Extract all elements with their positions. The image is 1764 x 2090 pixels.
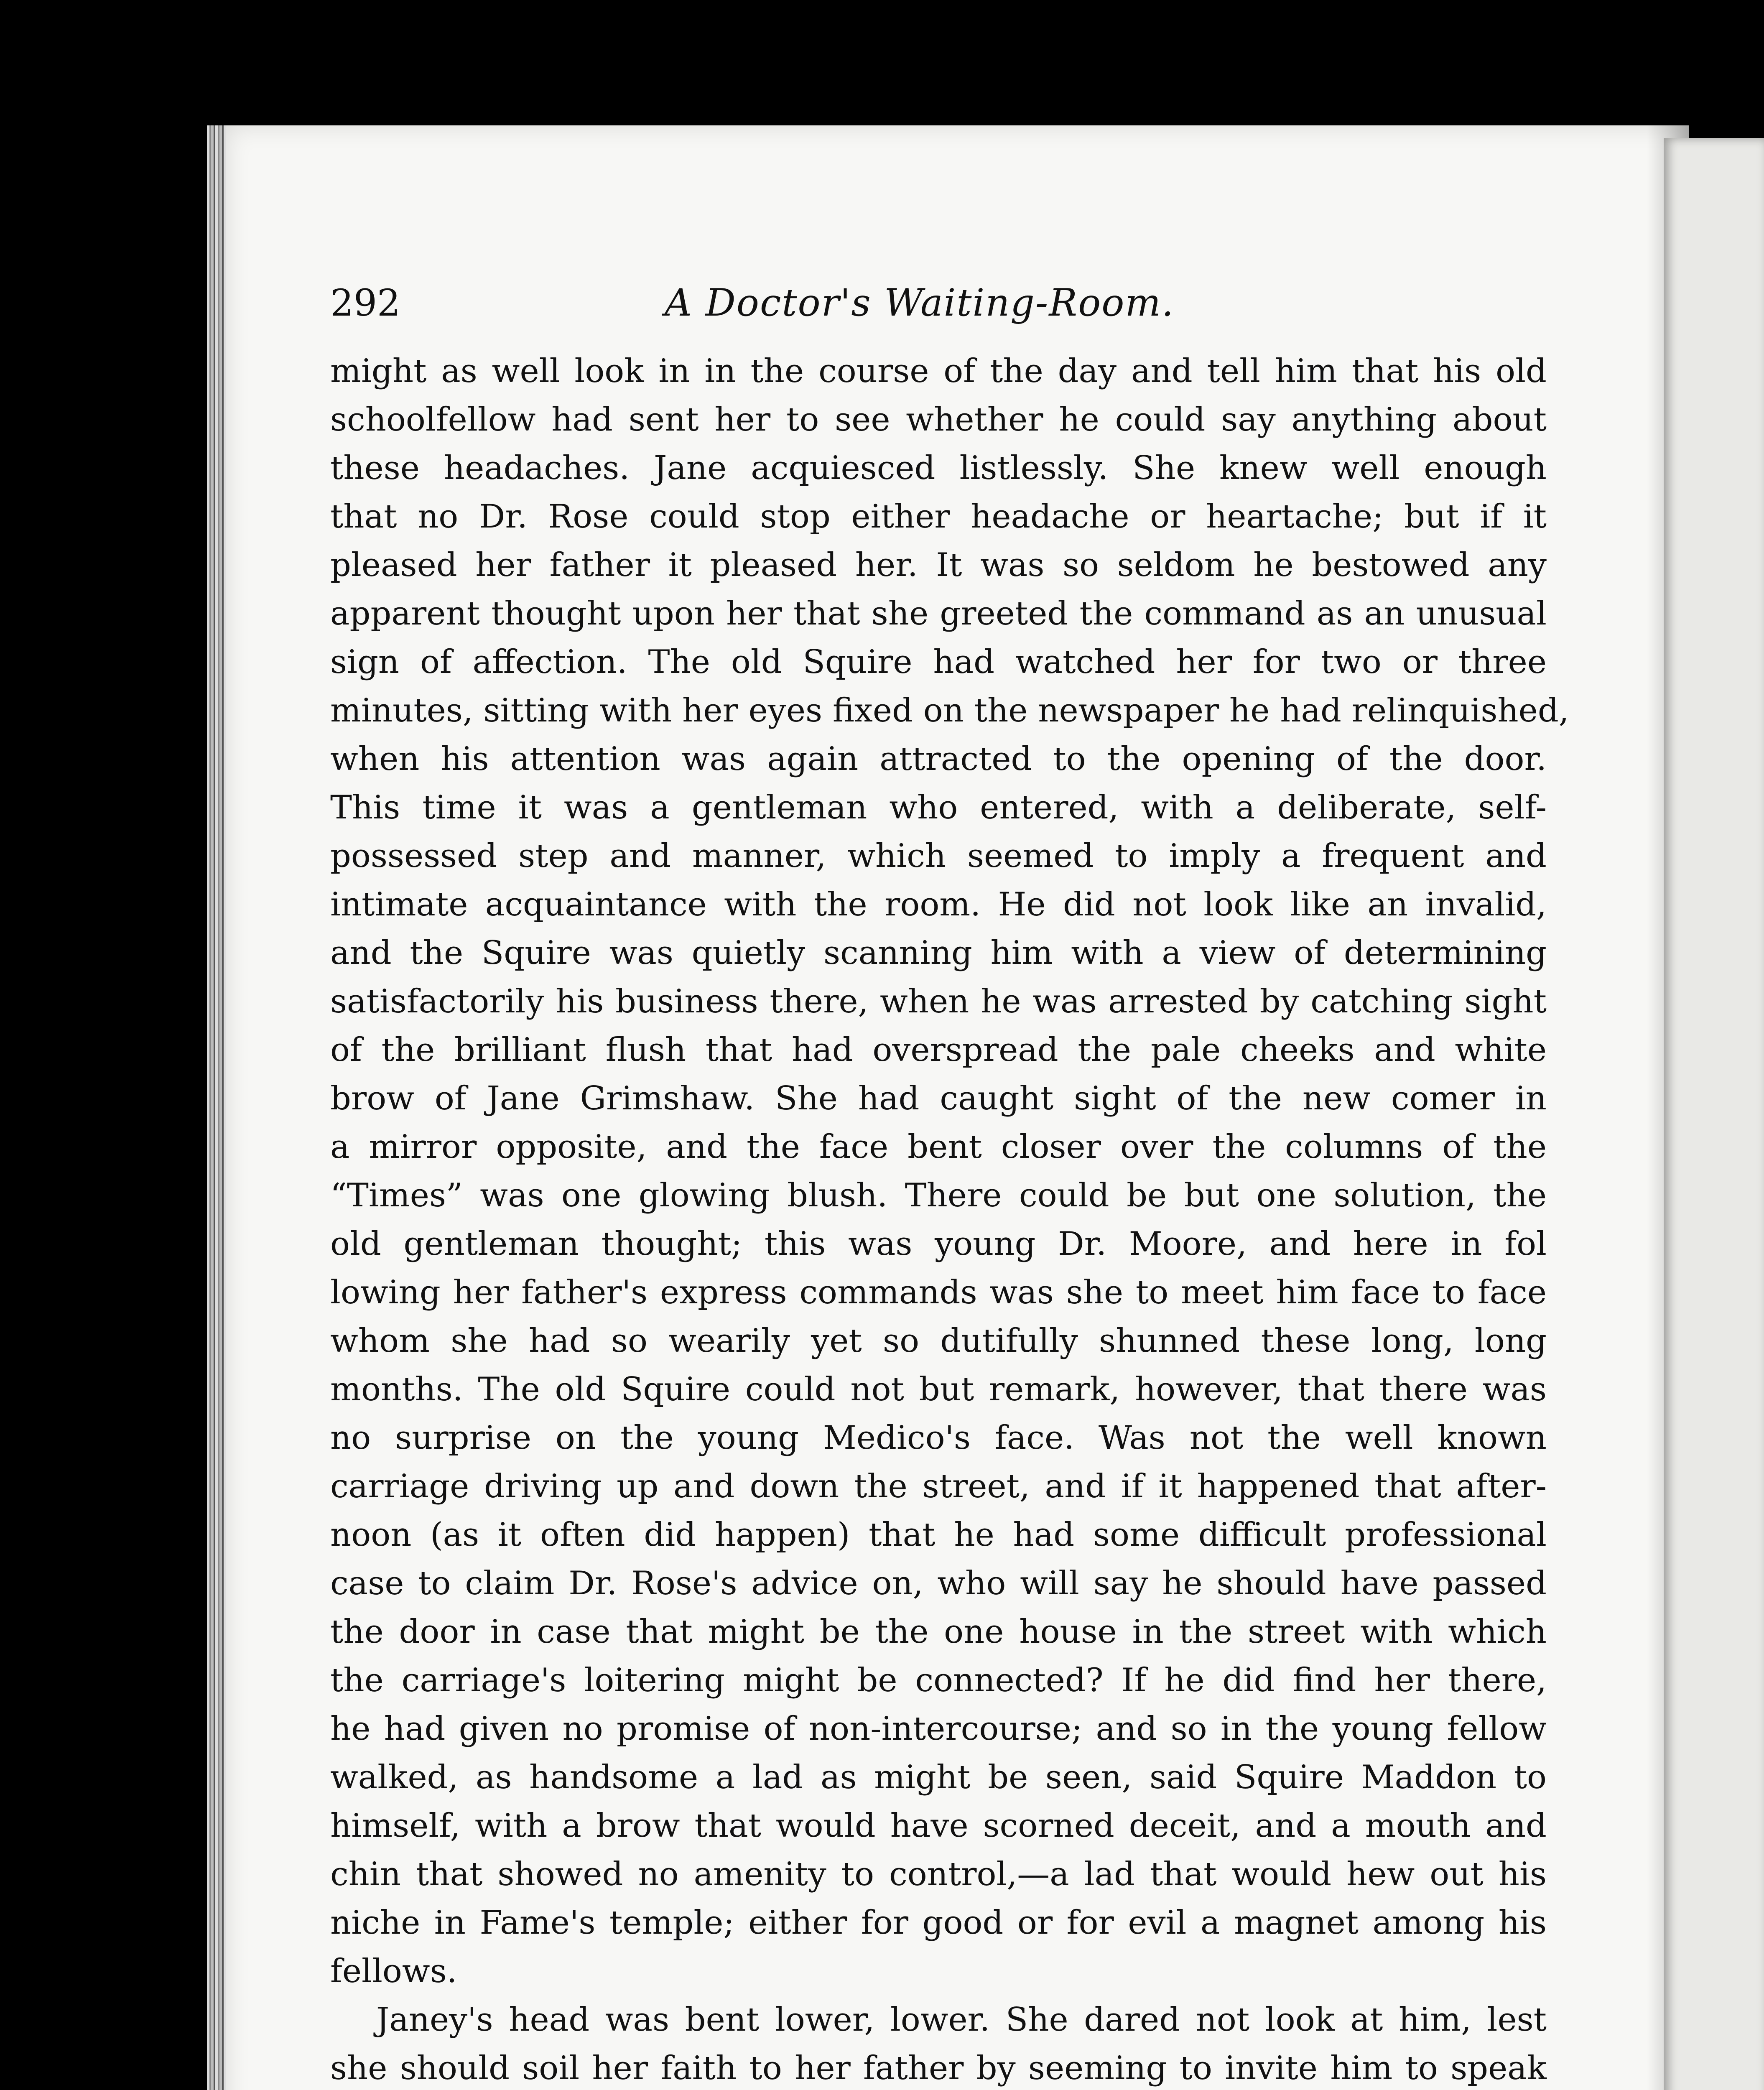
text-line: when his attention was again attracted to the opening of the door. [330, 740, 1547, 778]
text-line: carriage driving up and down the street, and if it happened that after- [330, 1468, 1547, 1505]
text-line: “Times” was one glowing blush. There could be but one solution, the [330, 1177, 1547, 1214]
text-line: months. The old Squire could not but remark, however, that there was [330, 1371, 1547, 1408]
text-line: noon (as it often did happen) that he had some difficult professional [330, 1516, 1547, 1554]
text-line: niche in Fame's temple; either for good or for evil a magnet among his [330, 1904, 1547, 1942]
text-line: pleased her father it pleased her. It was so seldom he bestowed any [330, 546, 1547, 584]
text-line: these headaches. Jane acquiesced listlessly. She knew well enough [330, 449, 1547, 487]
text-line: case to claim Dr. Rose's advice on, who will say he should have passed [330, 1565, 1547, 1602]
page-header [330, 276, 1542, 330]
text-line: the carriage's loitering might be connected? If he did find her there, [330, 1662, 1547, 1699]
text-line: himself, with a brow that would have scorned deceit, and a mouth and [330, 1807, 1547, 1845]
text-line: brow of Jane Grimshaw. She had caught sight of the new comer in [330, 1080, 1547, 1117]
text-line: fellows. [330, 1952, 457, 1990]
text-line: satisfactorily his business there, when he was arrested by catching sight [330, 983, 1547, 1020]
text-line: of the brilliant flush that had overspread the pale cheeks and white [330, 1031, 1547, 1069]
text-line: This time it was a gentleman who entered, with a deliberate, self- [330, 789, 1547, 826]
text-line: she should soil her faith to her father by seeming to invite him to speak [330, 2049, 1547, 2087]
text-line: minutes, sitting with her eyes fixed on the newspaper he had relinquished, [330, 692, 1569, 729]
facing-page-edge [1664, 138, 1764, 2090]
text-line: old gentleman thought; this was young Dr. Moore, and here in fol [330, 1225, 1547, 1263]
text-line: apparent thought upon her that she greeted the command as an unusual [330, 595, 1547, 632]
text-line: no surprise on the young Medico's face. Was not the well known [330, 1419, 1547, 1457]
text-line: possessed step and manner, which seemed to imply a frequent and [330, 837, 1547, 875]
text-line: whom she had so wearily yet so dutifully shunned these long, long [330, 1322, 1547, 1360]
text-line: lowing her father's express commands was she to meet him face to face [330, 1274, 1547, 1311]
text-line: might as well look in in the course of the day and tell him that his old [330, 352, 1547, 390]
text-line: Janey's head was bent lower, lower. She dared not look at him, lest [376, 2001, 1547, 2039]
text-line: schoolfellow had sent her to see whether he could say anything about [330, 401, 1547, 438]
text-line: the door in case that might be the one house in the street with which [330, 1613, 1547, 1651]
text-line: sign of affection. The old Squire had watched her for two or three [330, 643, 1547, 681]
text-line: that no Dr. Rose could stop either headache or heartache; but if it [330, 498, 1547, 535]
text-line: a mirror opposite, and the face bent closer over the columns of the [330, 1128, 1547, 1166]
running-title: A Doctor's Waiting-Room. [665, 281, 1175, 325]
text-line: he had given no promise of non-intercourse; and so in the young fellow [330, 1710, 1547, 1748]
text-line: intimate acquaintance with the room. He did not look like an invalid, [330, 886, 1547, 923]
text-line: chin that showed no amenity to control,—a lad that would hew out his [330, 1856, 1547, 1893]
text-line: walked, as handsome a lad as might be seen, said Squire Maddon to [330, 1759, 1547, 1796]
page-number: 292 [330, 281, 400, 324]
text-line: and the Squire was quietly scanning him with a view of determining [330, 934, 1547, 972]
page-body-text [330, 347, 1569, 2090]
